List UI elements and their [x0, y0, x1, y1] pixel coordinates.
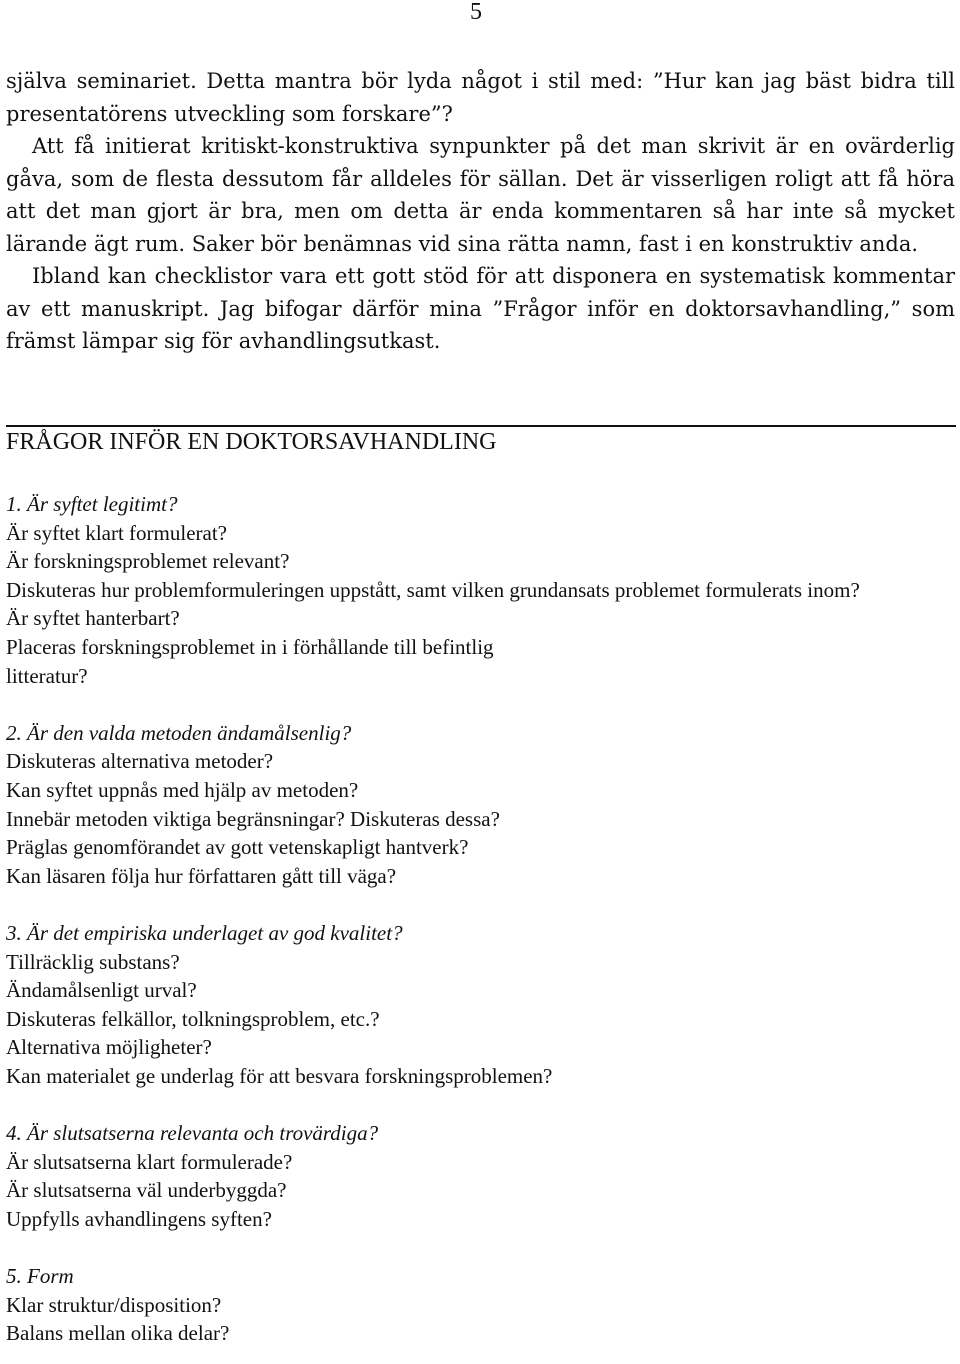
question-item: Är slutsatserna väl underbyggda?: [6, 1178, 287, 1203]
question-item: Ändamålsenligt urval?: [6, 978, 197, 1003]
question-item: Kan läsaren följa hur författaren gått till väga?: [6, 863, 397, 888]
section-title: 2. Är den valda metoden ändamålsenlig?: [6, 720, 352, 745]
section-title: 5. Form: [6, 1264, 74, 1289]
question-item: Kan materialet ge underlag för att besvara forskningsproblemen?: [6, 1063, 553, 1088]
page-number: 5: [470, 0, 482, 25]
question-item: Balans mellan olika delar?: [6, 1321, 230, 1346]
intro-text: [6, 65, 955, 358]
question-section: [6, 1119, 946, 1233]
question-section: [6, 490, 946, 690]
question-item: Innebär metoden viktiga begränsningar? Diskuteras dessa?: [6, 806, 500, 831]
question-item: Präglas genomförandet av gott vetenskapligt hantverk?: [6, 835, 469, 860]
section-title: 1. Är syftet legitimt?: [6, 492, 178, 516]
question-item: Diskuteras felkällor, tolkningsproblem, etc.?: [6, 1006, 380, 1031]
question-item: Är slutsatserna klart formulerade?: [6, 1149, 293, 1174]
section-title: 4. Är slutsatserna relevanta och trovärdiga?: [6, 1121, 379, 1146]
question-item: Diskuteras hur problemformuleringen uppstått, samt vilken grundansats problemet formulerats inom?: [6, 577, 860, 602]
section-divider: [6, 425, 956, 427]
question-item: Alternativa möjligheter?: [6, 1035, 212, 1060]
checklist-heading: FRÅGOR INFÖR EN DOKTORSAVHANDLING: [6, 429, 497, 455]
intro-paragraph: Ibland kan checklistor vara ett gott stöd för att disponera en systematisk kommentar av ett manuskript. Jag bifogar därför mina ”Frågor inför en doktorsavhandling,” som främst lämpar sig för avhandlingsutkast.: [6, 264, 955, 353]
question-item: Kan syftet uppnås med hjälp av metoden?: [6, 777, 359, 802]
question-item: Är forskningsproblemet relevant?: [6, 549, 290, 574]
question-item: Är syftet klart formulerat?: [6, 520, 227, 545]
question-item: Diskuteras alternativa metoder?: [6, 749, 274, 774]
question-section: [6, 1262, 946, 1348]
question-item: Klar struktur/disposition?: [6, 1292, 222, 1317]
question-item: Tillräcklig substans?: [6, 949, 180, 974]
question-item: Är syftet hanterbart?: [6, 606, 180, 631]
section-title: 3. Är det empiriska underlaget av god kvalitet?: [6, 920, 403, 945]
intro-paragraph: Att få initierat kritiskt-konstruktiva synpunkter på det man skrivit är en ovärderlig gåva, som de flesta dessutom får alldeles för sällan. Det är visserligen roligt att få höra att det man gjort är bra, men om detta är enda kommentaren så har inte så mycket lärande ägt rum. Saker bör benämnas vid sina rätta namn, fast i en konstruktiv anda.: [6, 134, 955, 256]
question-item: Placeras forskningsproblemet in i förhållande till befintlig litteratur?: [6, 634, 494, 688]
question-section: [6, 719, 946, 891]
question-item: Uppfylls avhandlingens syften?: [6, 1206, 272, 1231]
intro-paragraph: själva seminariet. Detta mantra bör lyda något i stil med: ”Hur kan jag bäst bidra till presentatörens utveckling som forskare”?: [6, 69, 955, 126]
question-section: [6, 919, 946, 1091]
question-list: [6, 490, 946, 1348]
